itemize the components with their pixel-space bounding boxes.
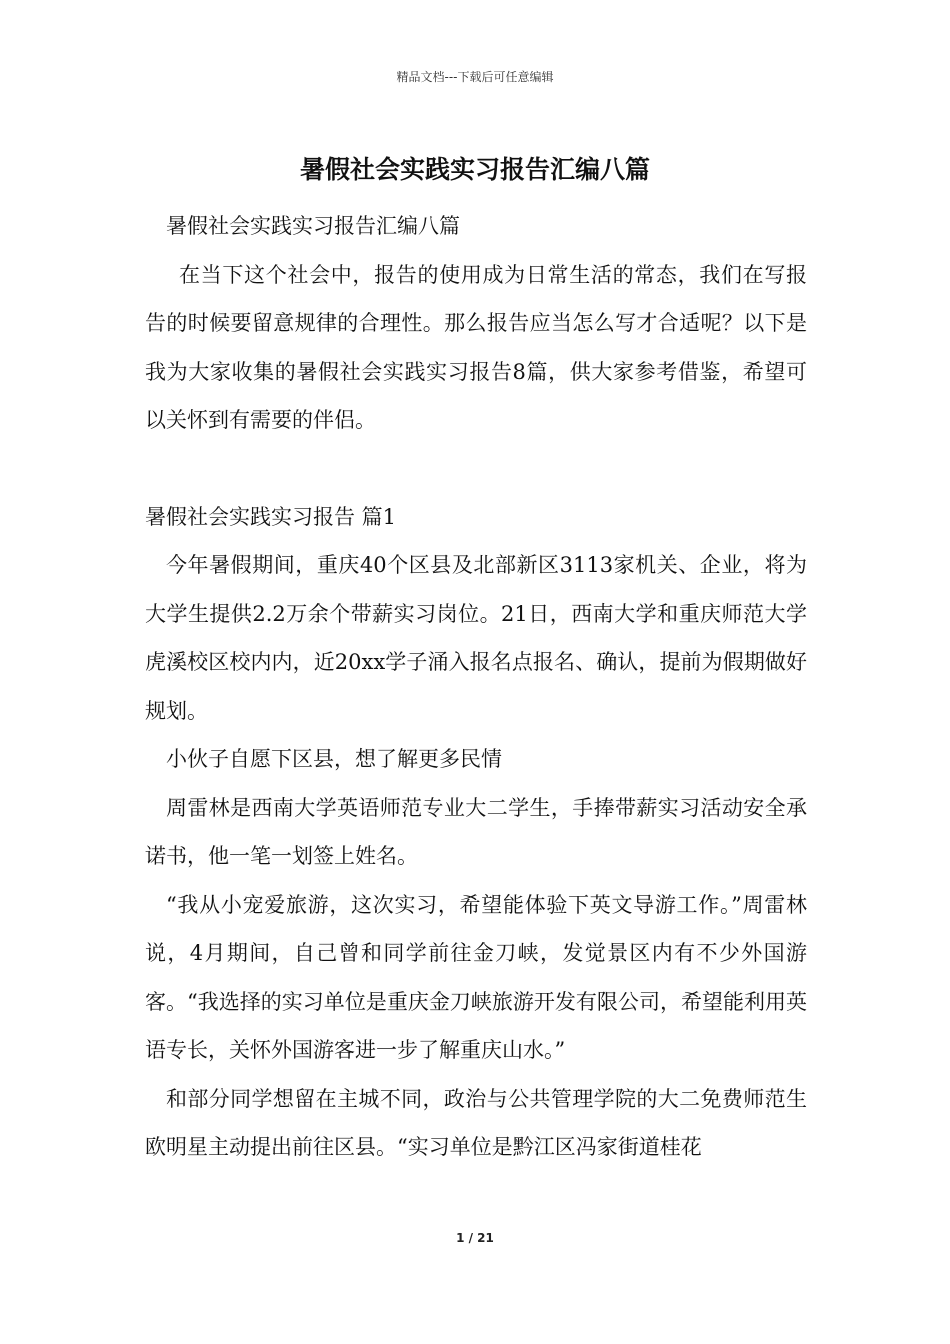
subtitle-paragraph: 暑假社会实践实习报告汇编八篇 (166, 214, 460, 238)
body-paragraph: 小伙子自愿下区县，想了解更多民情 (166, 747, 502, 771)
paragraph-gap (145, 445, 807, 493)
intro-paragraph: 在当下这个社会中，报告的使用成为日常生活的常态，我们在写报告的时候要留意规律的合理性。那么报告应当怎么写才合适呢？以下是我为大家收集的暑假社会实践实习报告8篇，供大家参考借鉴，希望可以关怀到有需要的伴侣。 (145, 262, 807, 432)
page-header: 精品文档---下载后可任意编辑 (396, 70, 554, 84)
document-body (145, 202, 807, 1172)
document-title: 暑假社会实践实习报告汇编八篇 (299, 155, 650, 184)
page-number: 1 / 21 (456, 1231, 494, 1245)
body-paragraph: “我从小宠爱旅游，这次实习，希望能体验下英文导游工作。”周雷林说，4月期间，自己曾和同学前往金刀峡，发觉景区内有不少外国游客。“我选择的实习单位是重庆金刀峡旅游开发有限公司，希望能利用英语专长，关怀外国游客进一步了解重庆山水。” (145, 892, 807, 1062)
body-paragraph: 和部分同学想留在主城不同，政治与公共管理学院的大二免费师范生欧明星主动提出前往区县。“实习单位是黔江区冯家街道桂花 (145, 1086, 807, 1159)
body-paragraph: 今年暑假期间，重庆40个区县及北部新区3113家机关、企业，将为大学生提供2.2万余个带薪实习岗位。21日，西南大学和重庆师范大学虎溪校区校内内，近20xx学子涌入报名点报名、确认，提前为假期做好规划。 (145, 553, 807, 723)
section-heading: 暑假社会实践实习报告 篇1 (145, 504, 397, 529)
body-paragraph: 周雷林是西南大学英语师范专业大二学生，手捧带薪实习活动安全承诺书，他一笔一划签上姓名。 (145, 795, 807, 868)
